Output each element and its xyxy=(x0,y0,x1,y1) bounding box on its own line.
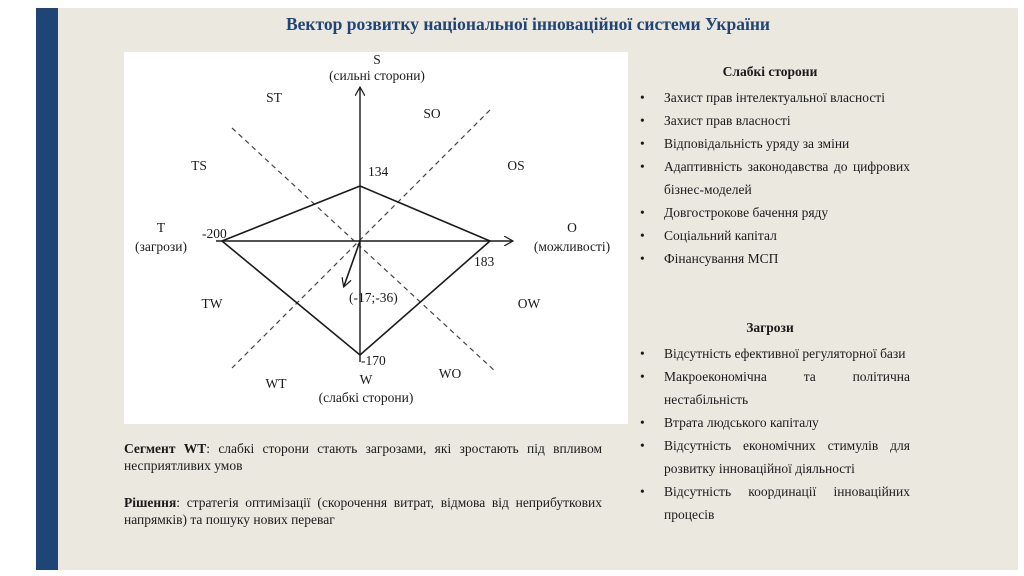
decision-note xyxy=(124,494,602,528)
threats-section xyxy=(630,320,910,526)
list-item: • Довгострокове бачення ряду xyxy=(630,201,910,224)
segment-note-text: : слабкі сторони стають загрозами, які зростають під впливом несприятливих умов xyxy=(124,441,602,473)
decision-note-label: Рішення xyxy=(124,495,177,510)
segment-note-label: Сегмент WT xyxy=(124,441,207,456)
vector-value-label: (-17;-36) xyxy=(349,290,398,305)
diagonal-line-1 xyxy=(232,128,496,372)
segment-note xyxy=(124,440,602,474)
sector-label-ts: TS xyxy=(191,158,207,173)
sector-label-wt: WT xyxy=(265,376,287,391)
sector-label-os: OS xyxy=(507,158,525,173)
list-item: • Відповідальність уряду за зміни xyxy=(630,132,910,155)
axis-o-label: O xyxy=(567,220,577,235)
swot-polygon xyxy=(222,186,490,355)
list-item: • Відсутність економічних стимулів для розвитку інноваційної діяльності xyxy=(630,434,910,480)
result-vector xyxy=(344,241,360,286)
axis-s-label: S xyxy=(373,52,381,67)
sector-label-st: ST xyxy=(266,90,282,105)
axis-s-sublabel: (сильні сторони) xyxy=(329,68,425,83)
diagonal-line-2 xyxy=(232,110,490,368)
axis-w-sublabel: (слабкі сторони) xyxy=(318,390,414,405)
weaknesses-section xyxy=(630,64,910,270)
sector-label-ow: OW xyxy=(517,296,541,311)
weaknesses-heading: Слабкі сторони xyxy=(722,64,818,79)
diagram-canvas xyxy=(124,52,628,424)
axis-t-label: T xyxy=(156,220,166,235)
value-o: 183 xyxy=(474,254,495,269)
list-item: • Соціальний капітал xyxy=(630,224,910,247)
accent-stripe xyxy=(36,8,58,570)
value-s: 134 xyxy=(368,164,389,179)
list-item: • Відсутність координації інноваційних процесів xyxy=(630,480,910,526)
value-t: -200 xyxy=(202,226,227,241)
list-item: • Захист прав власності xyxy=(630,109,910,132)
weaknesses-list xyxy=(630,86,910,270)
threats-list xyxy=(630,342,910,526)
decision-note-text: : стратегія оптимізації (скорочення витрат, відмова від неприбуткових напрямків) та пошуку нових переваг xyxy=(124,495,602,527)
list-item: • Відсутність ефективної регуляторної бази xyxy=(630,342,910,365)
swot-vector-diagram xyxy=(124,52,628,424)
list-item: • Фінансування МСП xyxy=(630,247,910,270)
slide-title: Вектор розвитку національної інноваційної системи України xyxy=(285,14,770,34)
list-item: • Втрата людського капіталу xyxy=(630,411,910,434)
value-w: -170 xyxy=(361,353,386,368)
axis-o-sublabel: (можливості) xyxy=(533,239,611,254)
list-item: • Адаптивність законодавства до цифрових бізнес-моделей xyxy=(630,155,910,201)
sector-label-tw: TW xyxy=(201,296,223,311)
list-item: • Захист прав інтелектуальної власності xyxy=(630,86,910,109)
threats-heading: Загрози xyxy=(746,320,794,335)
list-item: • Макроекономічна та політична нестабільність xyxy=(630,365,910,411)
sector-label-wo: WO xyxy=(438,366,462,381)
axis-w-label: W xyxy=(359,372,373,387)
axis-t-sublabel: (загрози) xyxy=(135,239,187,254)
sector-label-so: SO xyxy=(423,106,441,121)
